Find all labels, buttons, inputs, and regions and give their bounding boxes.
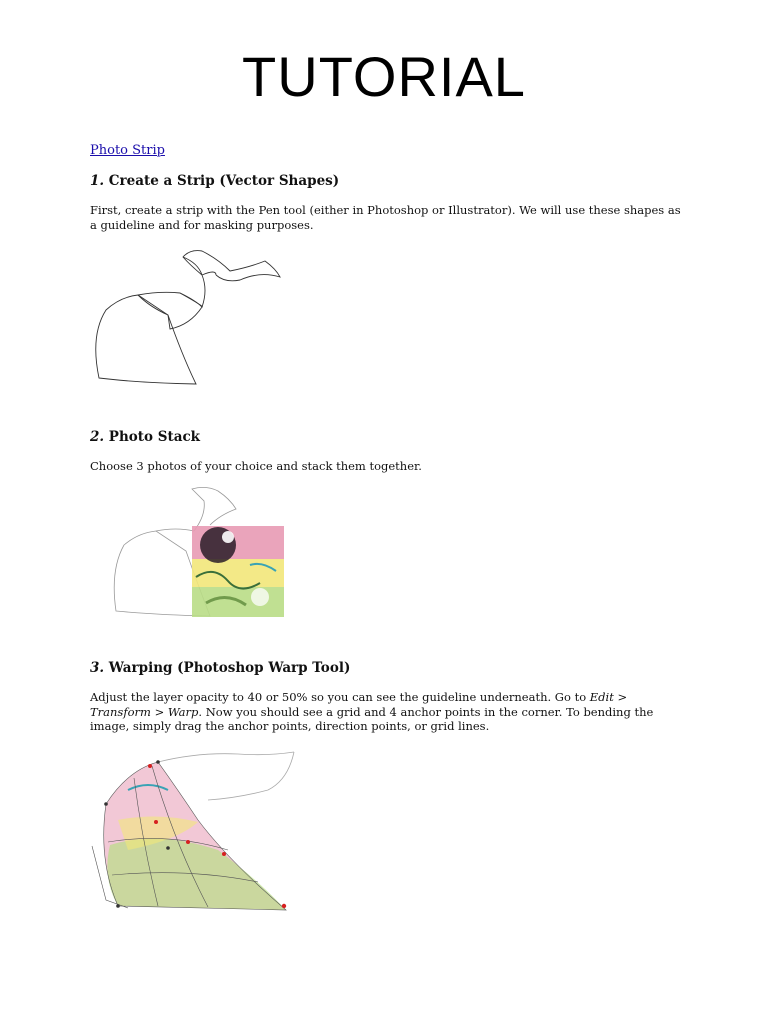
section-2-heading <box>90 429 200 445</box>
section-1-number: 1. <box>90 173 105 189</box>
section-3-text-start: Adjust the layer opacity to 40 or 50% so you can see the guideline underneath. Go to <box>90 690 590 704</box>
section-3-text <box>90 690 690 734</box>
section-3-text-end: . Now you should see a grid and 4 anchor points in the corner. To bending the image, simply drag the anchor points, direction points, or grid lines. <box>90 704 654 733</box>
warp-figure <box>88 750 300 915</box>
page-title: TUTORIAL <box>242 45 526 108</box>
photo-stack-figure <box>110 485 290 620</box>
section-2-number: 2. <box>90 429 105 445</box>
photo-strip-link[interactable]: Photo Strip <box>90 143 165 158</box>
section-3-number: 3. <box>90 660 105 676</box>
menu-path-text: Edit > Transform > Warp <box>90 690 628 719</box>
section-3-heading <box>90 660 350 676</box>
section-2-title: Photo Stack <box>108 429 201 445</box>
vector-strip-figure <box>90 245 290 390</box>
section-2-text: Choose 3 photos of your choice and stack them together. <box>90 459 422 473</box>
section-1-heading <box>90 173 339 189</box>
section-1-text: First, create a strip with the Pen tool (either in Photoshop or Illustrator). We will use these shapes as a guideline and for masking purposes. <box>90 203 681 232</box>
section-3-title: Warping (Photoshop Warp Tool) <box>108 660 351 676</box>
section-1-title: Create a Strip (Vector Shapes) <box>108 173 340 189</box>
